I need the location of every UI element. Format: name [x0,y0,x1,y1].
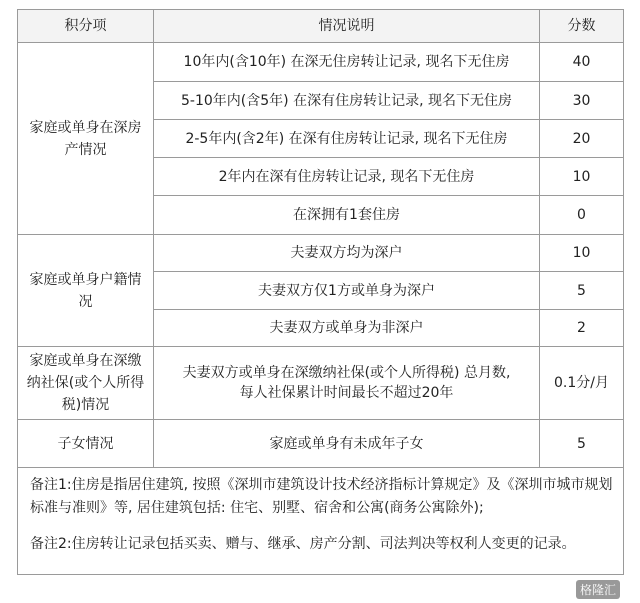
row-description: 家庭或单身有未成年子女 [154,420,540,468]
notes-row [18,468,624,575]
category-social-security: 家庭或单身在深缴纳社保(或个人所得税)情况 [18,347,154,420]
row-score: 5 [540,420,624,468]
note-2: 备注2:住房转让记录包括买卖、赠与、继承、房产分割、司法判决等权利人变更的记录。 [30,536,576,552]
row-description: 夫妻双方或单身为非深户 [154,310,540,347]
row-score: 10 [540,235,624,272]
row-description: 夫妻双方或单身在深缴纳社保(或个人所得税) 总月数, 每人社保累计时间最长不超过20年 [154,347,540,420]
row-score: 0.1分/月 [540,347,624,420]
row-score: 10 [540,158,624,196]
category-housing: 家庭或单身在深房产情况 [18,43,154,235]
table-row [18,420,624,468]
header-score: 分数 [540,10,624,43]
note-1: 备注1:住房是指居住建筑, 按照《深圳市建筑设计技术经济指标计算规定》及《深圳市城市规划标准与准则》等, 居住建筑包括: 住宅、别墅、宿舍和公寓(商务公寓除外); [30,477,613,516]
row-description: 夫妻双方仅1方或单身为深户 [154,272,540,310]
header-row [18,10,624,43]
header-category: 积分项 [18,10,154,43]
notes-cell [18,468,624,575]
header-description: 情况说明 [154,10,540,43]
row-score: 0 [540,196,624,235]
row-description: 夫妻双方均为深户 [154,235,540,272]
row-score: 30 [540,82,624,120]
points-table [17,9,624,575]
row-description: 10年内(含10年) 在深无住房转让记录, 现名下无住房 [154,43,540,82]
row-description: 5-10年内(含5年) 在深有住房转让记录, 现名下无住房 [154,82,540,120]
row-score: 2 [540,310,624,347]
row-score: 20 [540,120,624,158]
row-description: 在深拥有1套住房 [154,196,540,235]
row-score: 40 [540,43,624,82]
row-description: 2年内在深有住房转让记录, 现名下无住房 [154,158,540,196]
table-row [18,43,624,82]
category-children: 子女情况 [18,420,154,468]
category-hukou: 家庭或单身户籍情况 [18,235,154,347]
table-row [18,235,624,272]
table-row [18,347,624,420]
watermark-logo: 格隆汇 [576,580,620,599]
row-score: 5 [540,272,624,310]
row-description: 2-5年内(含2年) 在深有住房转让记录, 现名下无住房 [154,120,540,158]
